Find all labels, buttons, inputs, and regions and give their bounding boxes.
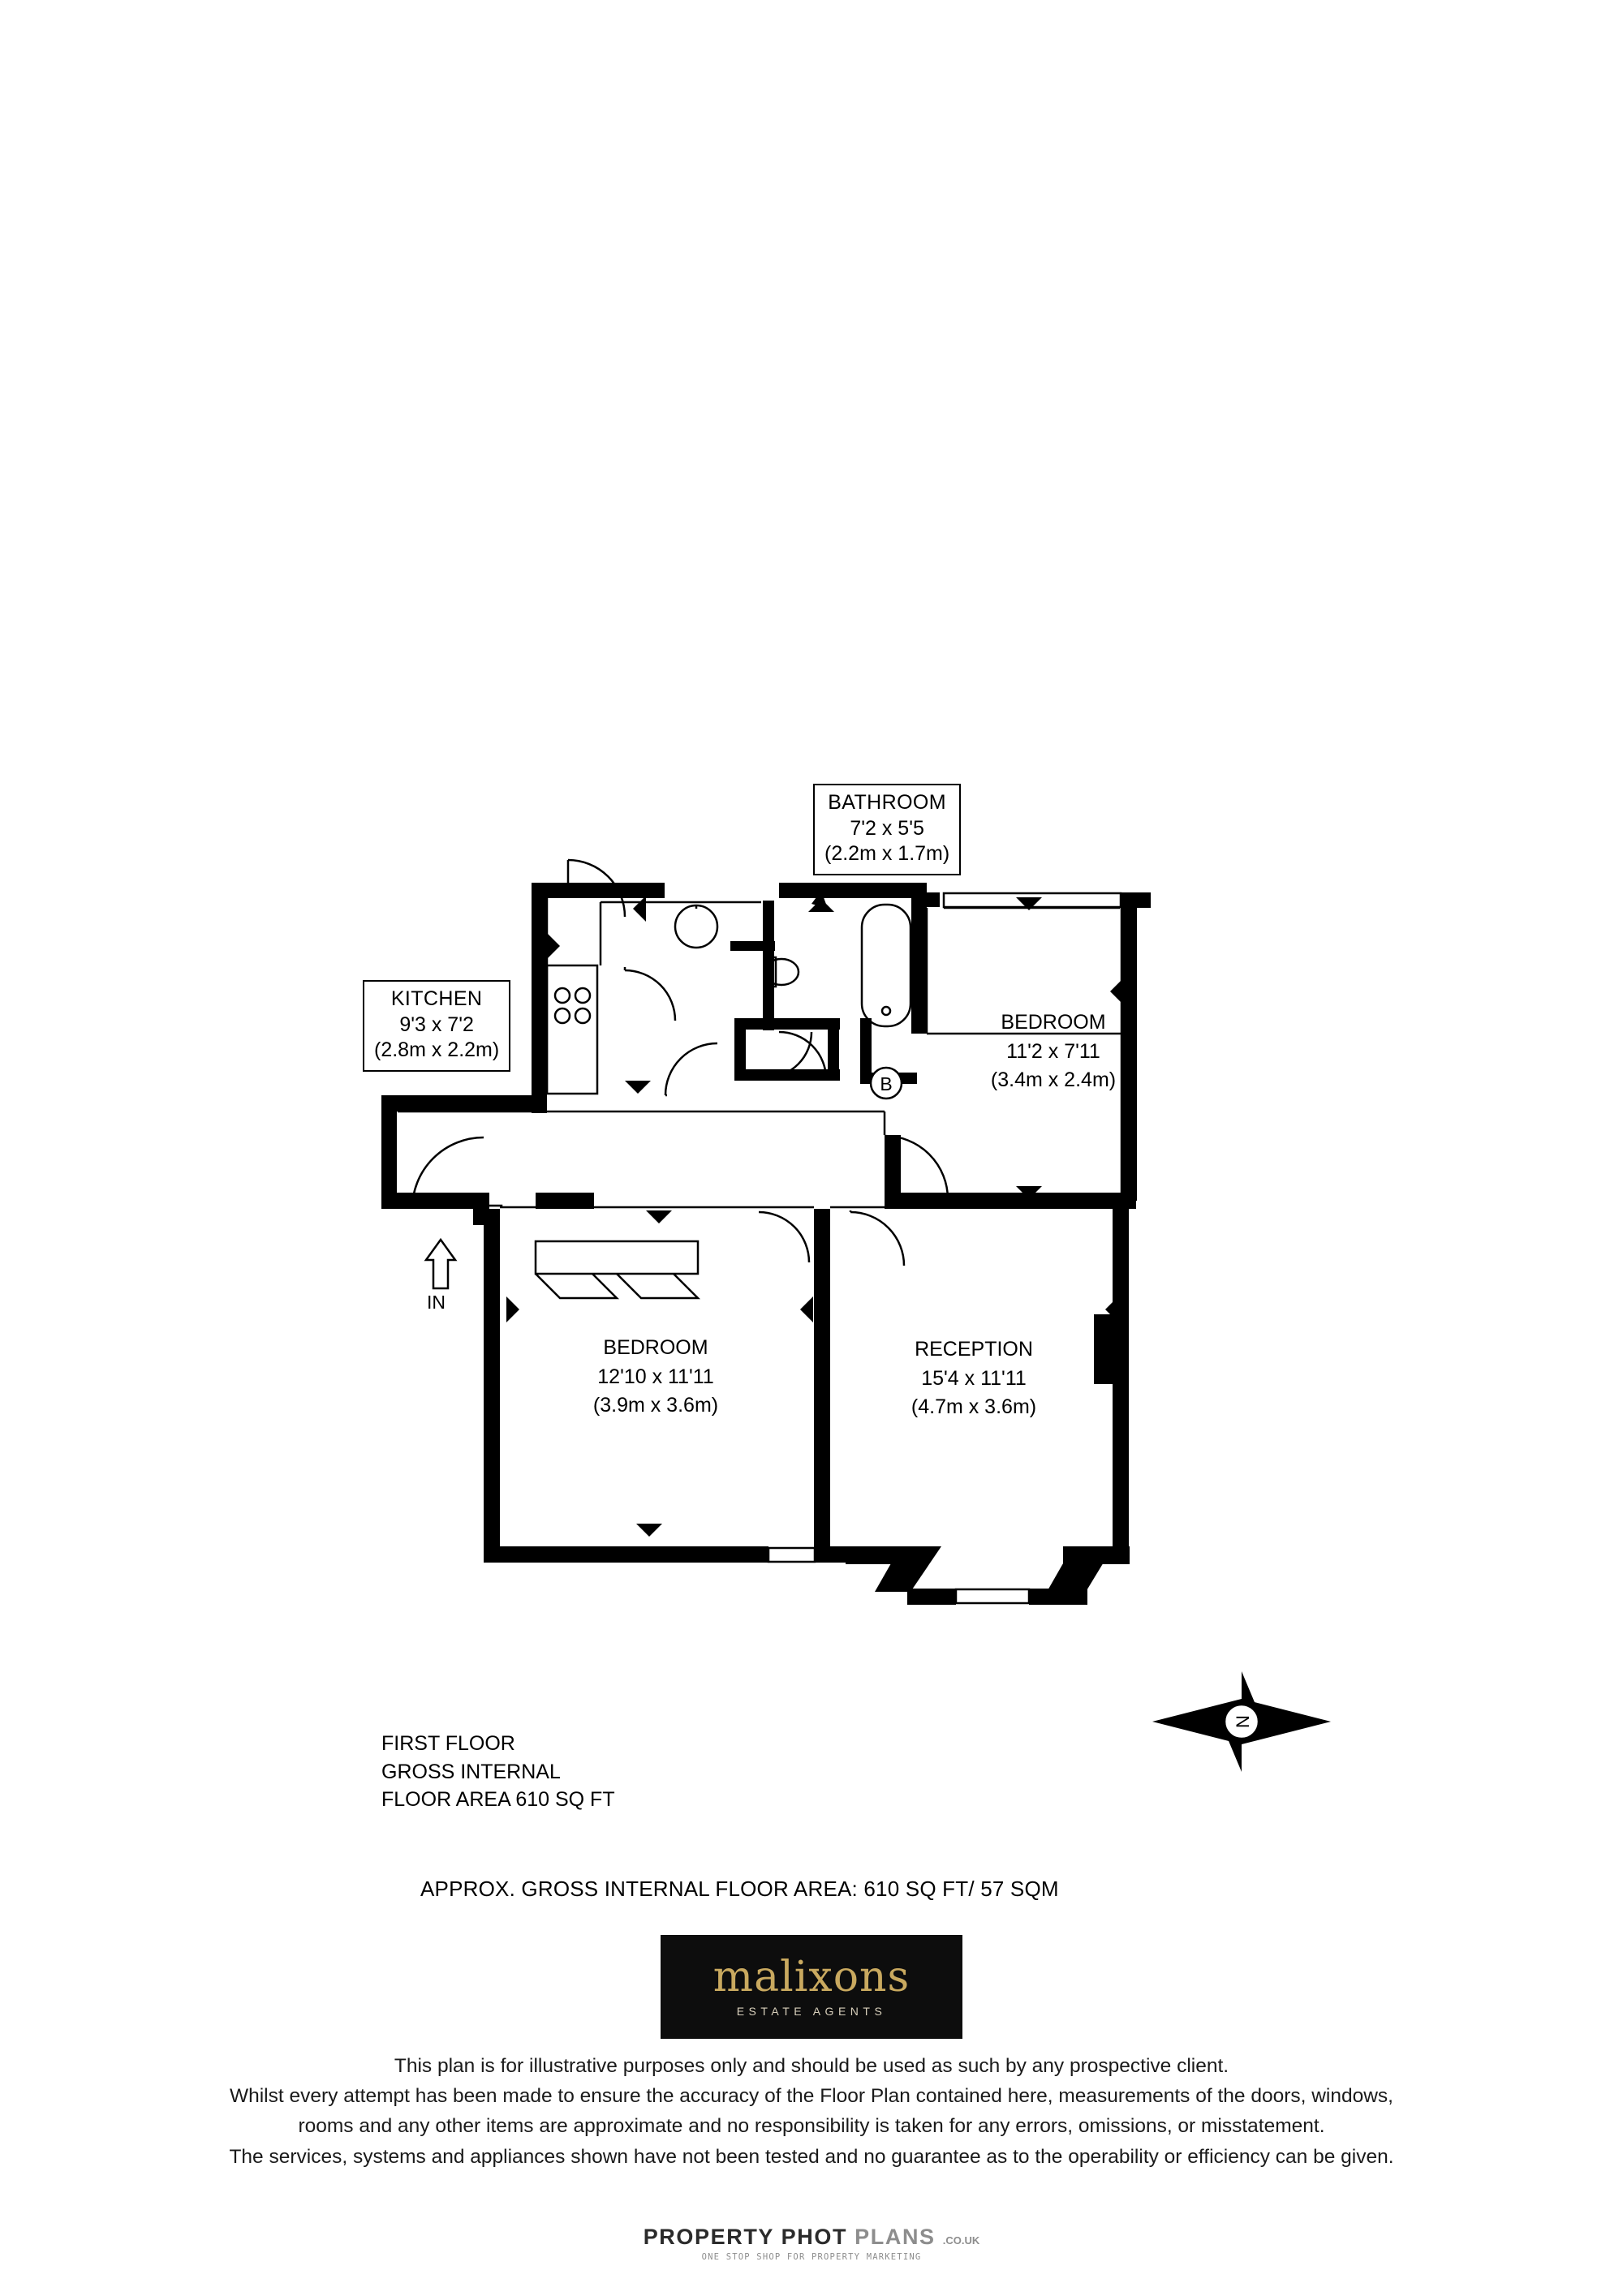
bedroom-1-name: BEDROOM xyxy=(1001,1011,1106,1034)
floor-note-line-1: FIRST FLOOR xyxy=(381,1732,515,1755)
room-label-kitchen xyxy=(363,980,510,1072)
kitchen-name: KITCHEN xyxy=(390,987,483,1010)
disclaimer-text xyxy=(0,2051,1623,2172)
footer-brand-main-2: PLANS xyxy=(855,2225,936,2249)
entrance-label: IN xyxy=(427,1292,446,1313)
gross-area-note: APPROX. GROSS INTERNAL FLOOR AREA: 610 SQ FT/ 57 SQM xyxy=(420,1877,1059,1901)
bathroom-dim-metric: (2.2m x 1.7m) xyxy=(824,842,950,865)
floor-note-line-2: GROSS INTERNAL xyxy=(381,1760,561,1783)
bedroom-1-dim-imperial: 11'2 x 7'11 xyxy=(1006,1039,1100,1063)
bathroom-name: BATHROOM xyxy=(828,791,946,814)
reception-dim-metric: (4.7m x 3.6m) xyxy=(911,1395,1037,1418)
room-label-bathroom xyxy=(813,784,961,875)
disclaimer-line-3: rooms and any other items are approximate and no responsibility is taken for any errors, omissions, or misstatement. xyxy=(298,2115,1325,2138)
footer-brand-tld: .CO.UK xyxy=(942,2234,980,2247)
boiler-marker xyxy=(871,1068,902,1099)
floor-note xyxy=(381,1730,615,1814)
svg-text:B: B xyxy=(880,1073,893,1094)
bedroom-1-dim-metric: (3.4m x 2.4m) xyxy=(990,1068,1117,1091)
room-label-bedroom-1 xyxy=(940,1008,1167,1095)
room-label-reception xyxy=(860,1335,1087,1422)
agency-logo-word: malixons xyxy=(712,1953,911,2001)
windows-group xyxy=(487,893,1121,1603)
kitchen-dim-imperial: 9'3 x 7'2 xyxy=(399,1013,474,1036)
svg-text:N: N xyxy=(1233,1715,1253,1728)
disclaimer-line-2: Whilst every attempt has been made to ensure the accuracy of the Floor Plan contained here, measurements of the doors, windows, xyxy=(229,2085,1393,2108)
kitchen-dim-metric: (2.8m x 2.2m) xyxy=(374,1038,500,1061)
reception-dim-imperial: 15'4 x 11'11 xyxy=(921,1366,1027,1390)
reception-name: RECEPTION xyxy=(915,1338,1033,1361)
compass-icon xyxy=(1152,1671,1331,1772)
floor-note-line-3: FLOOR AREA 610 SQ FT xyxy=(381,1788,615,1811)
disclaimer-line-4: The services, systems and appliances shown have not been tested and no guarantee as to the operability or efficiency can be given. xyxy=(229,2145,1394,2168)
bathroom-dim-imperial: 7'2 x 5'5 xyxy=(850,816,924,840)
bedroom-2-dim-metric: (3.9m x 3.6m) xyxy=(592,1394,719,1417)
entrance-arrow xyxy=(426,1240,455,1288)
footer-brand xyxy=(0,2225,1623,2262)
footer-brand-tagline: ONE STOP SHOP FOR PROPERTY MARKETING xyxy=(701,2252,922,2262)
room-label-bedroom-2 xyxy=(542,1334,769,1421)
footer-brand-main: PROPERTY PHOT xyxy=(643,2225,848,2249)
agency-logo-subtitle: ESTATE AGENTS xyxy=(736,2005,887,2018)
bedroom-2-name: BEDROOM xyxy=(603,1336,708,1359)
agency-logo xyxy=(661,1935,962,2039)
disclaimer-line-1: This plan is for illustrative purposes only and should be used as such by any prospective client. xyxy=(394,2055,1229,2077)
bedroom-2-dim-imperial: 12'10 x 11'11 xyxy=(597,1365,714,1388)
